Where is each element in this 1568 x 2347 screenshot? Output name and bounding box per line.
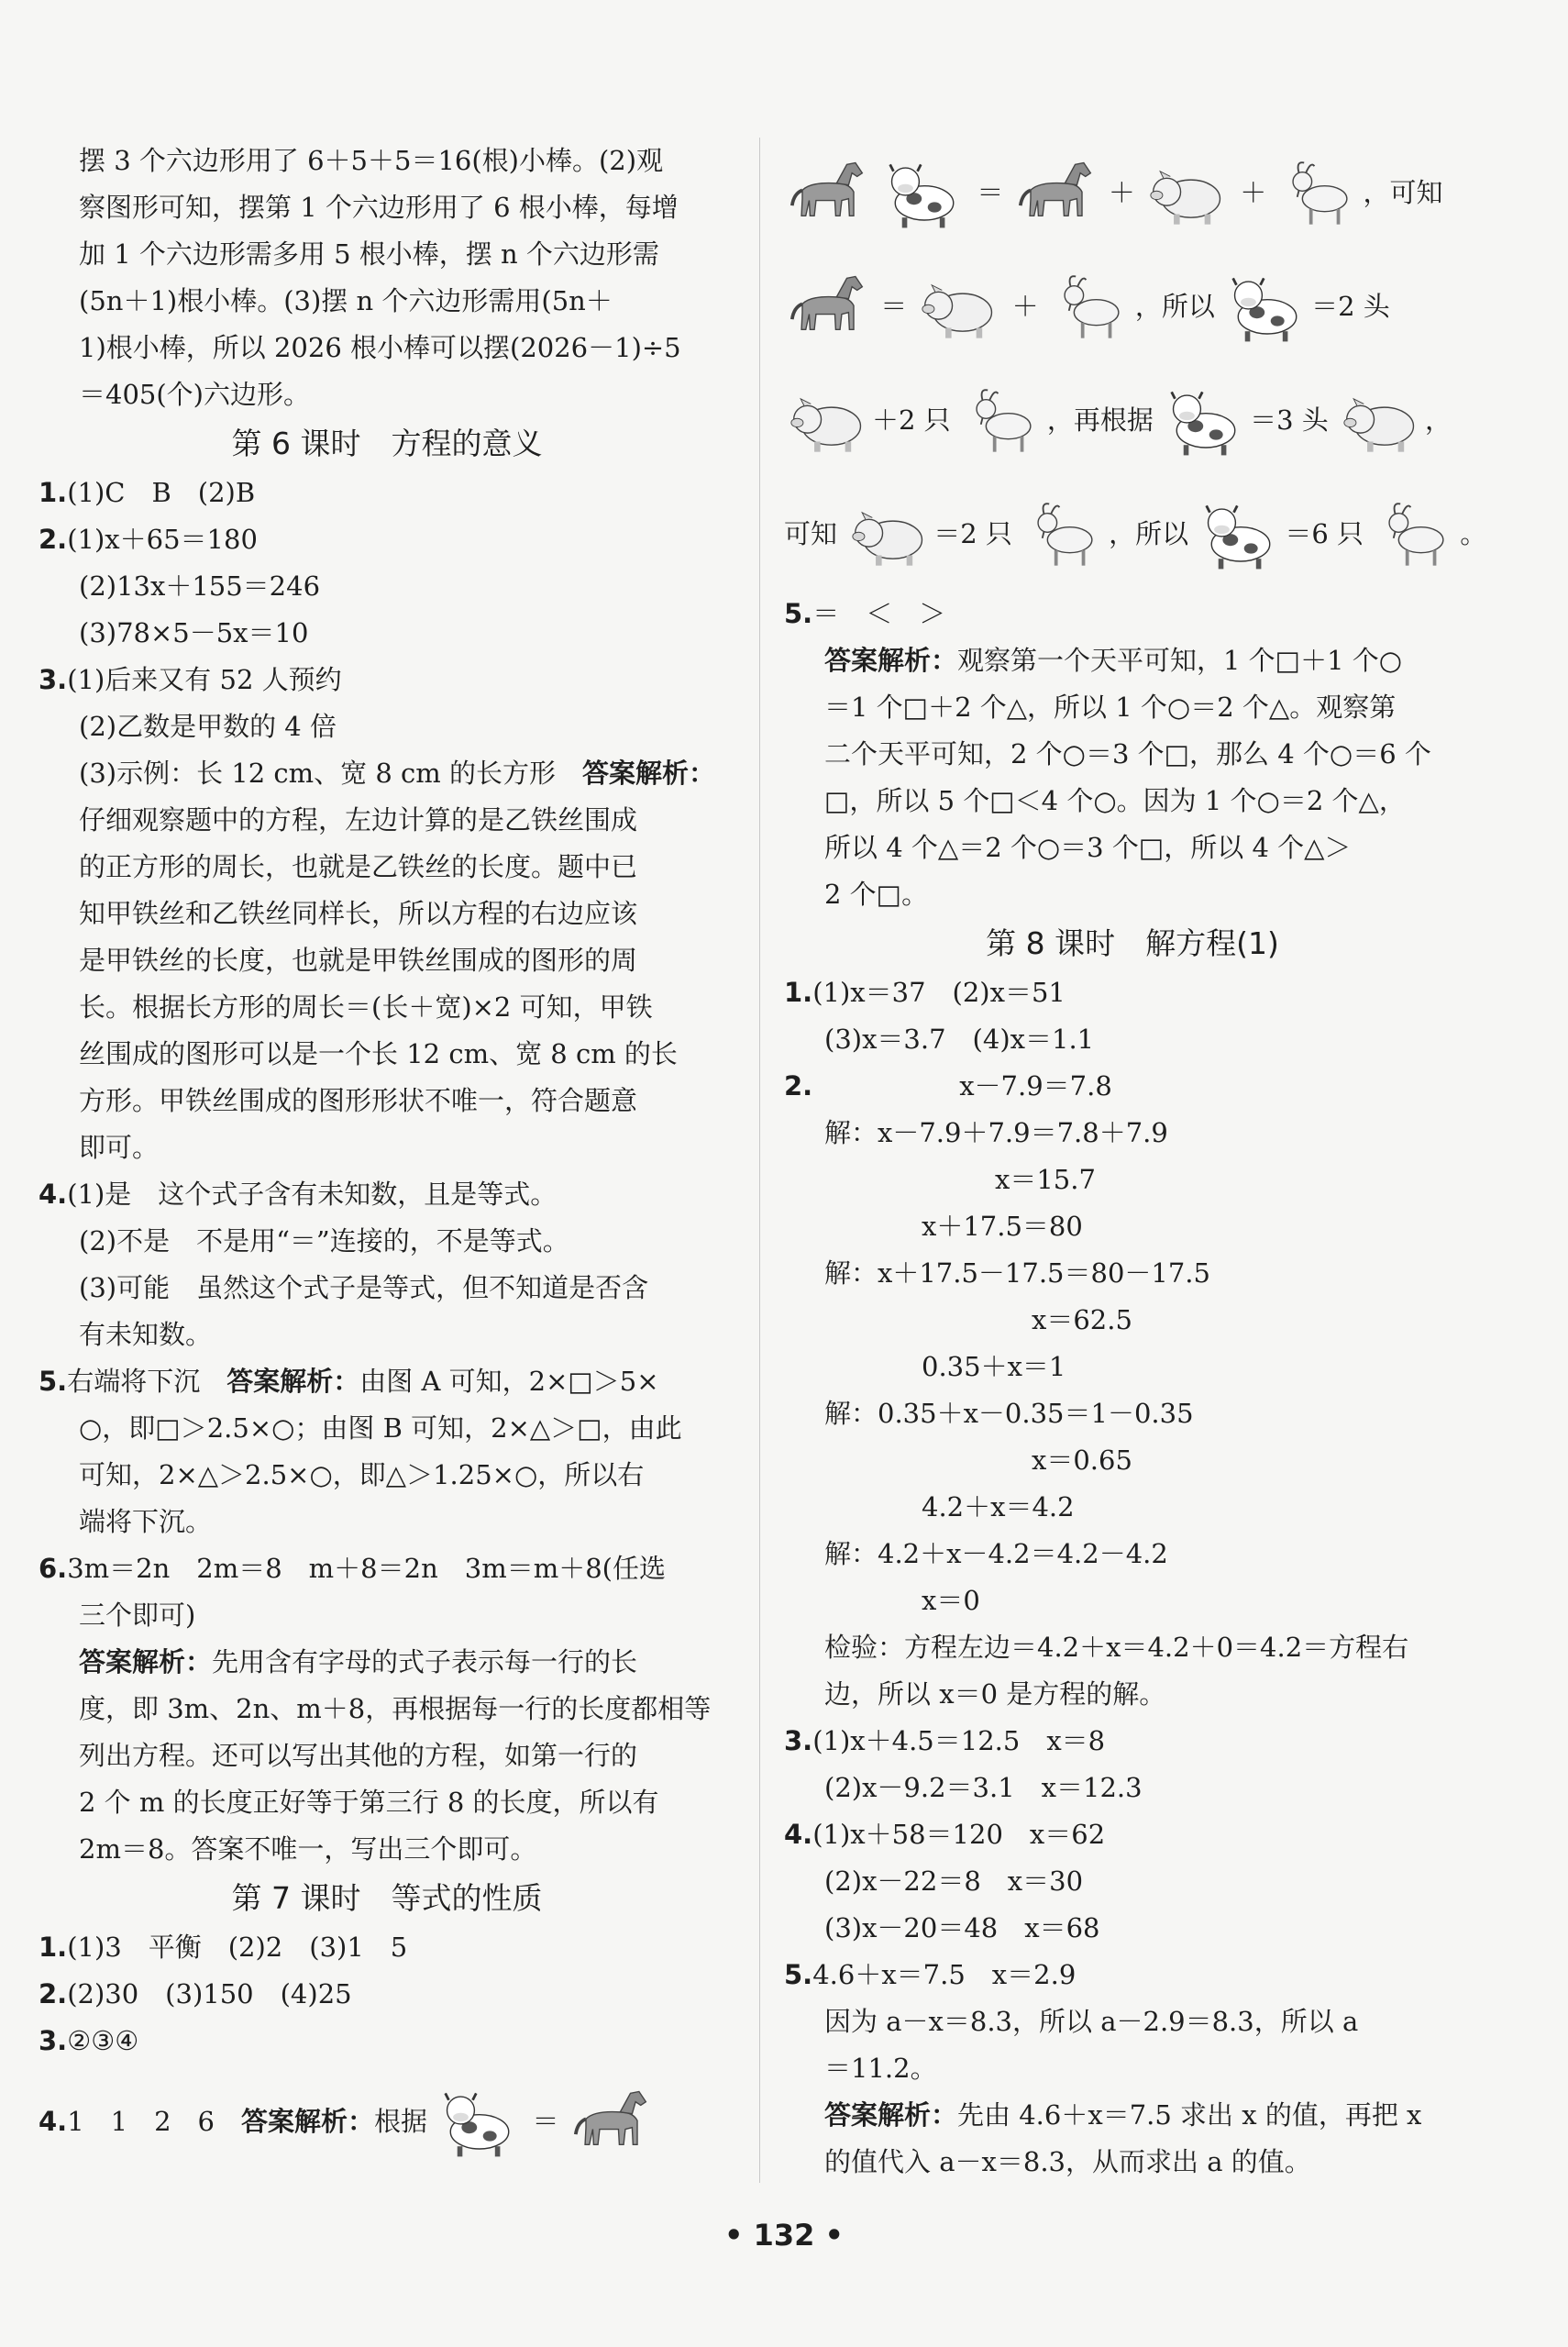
answer-text: 右端将下沉 — [67, 1366, 227, 1397]
check-line: 边，所以 x＝0 是方程的解。 — [824, 1678, 1166, 1710]
analysis-line: ＝1 个□＋2 个△，所以 1 个○＝2 个△。观察第 — [824, 692, 1397, 723]
solution-step: 解：x－7.9＋7.9＝7.8＋7.9 — [824, 1117, 1168, 1148]
analysis-line: 度，即 3m、2n、m＋8，再根据每一行的长度都相等 — [79, 1693, 712, 1724]
question-2 — [39, 516, 735, 563]
answer-text: (1)x＋65＝180 — [67, 524, 258, 555]
question-number: 3. — [39, 664, 68, 695]
goat-icon — [1275, 156, 1364, 233]
equation: x－7.9＝7.8 — [959, 1070, 1112, 1102]
analysis-label: 答案解析： — [824, 645, 958, 676]
horse-icon — [784, 270, 872, 347]
animal-text: ， — [1425, 404, 1452, 436]
analysis-line: 二个天平可知，2 个○＝3 个□，那么 4 个○＝6 个 — [824, 738, 1431, 769]
analysis-line — [784, 637, 1481, 684]
animal-text: ＝3 头 — [1250, 404, 1329, 436]
intro-line: 1)根小棒，所以 2026 根小棒可以摆(2026－1)÷5 — [79, 332, 681, 363]
animal-equation-1: ＝ ＋ ＋ ，可知 — [784, 136, 1481, 249]
question-number: 3. — [784, 1725, 813, 1756]
analysis-label: 答案解析： — [582, 758, 716, 789]
goat-icon — [1021, 497, 1109, 574]
question-number: 4. — [784, 1819, 813, 1850]
analysis-text: 先由 4.6＋x＝7.5 求出 x 的值，再把 x — [957, 2099, 1422, 2131]
answer-text: (1)x＋4.5＝12.5 x＝8 — [812, 1725, 1106, 1756]
pig-icon — [784, 383, 872, 460]
answer-line: (2)13x＋155＝246 — [79, 570, 321, 602]
cow-icon — [1197, 497, 1285, 574]
answer-text: (1)x＋58＝120 x＝62 — [812, 1819, 1106, 1850]
question-number: 2. — [39, 524, 68, 555]
analysis-line: 仔细观察题中的方程，左边计算的是乙铁丝围成 — [79, 804, 638, 836]
analysis-line: 知甲铁丝和乙铁丝同样长，所以方程的右边应该 — [79, 898, 638, 929]
answer-line: ＝11.2。 — [824, 2053, 937, 2084]
analysis-line: ○，即□＞2.5×○；由图 B 可知，2×△＞□，由此 — [79, 1412, 682, 1444]
analysis-line: 的正方形的周长，也就是乙铁丝的长度。题中已 — [79, 851, 638, 882]
solution-result: x＝62.5 — [1032, 1304, 1132, 1335]
analysis-label: 答案解析： — [241, 2106, 375, 2137]
cow-icon — [880, 156, 968, 233]
analysis-text: 观察第一个天平可知，1 个□＋1 个○ — [957, 645, 1403, 676]
analysis-text: 根据 — [374, 2106, 428, 2137]
animal-text: ，所以 — [1134, 291, 1215, 322]
answer-line: 三个即可) — [79, 1600, 196, 1631]
analysis-line: 方形。甲铁丝围成的图形形状不唯一，符合题意 — [79, 1085, 638, 1116]
question-number: 1. — [39, 477, 68, 508]
question-4: 4.1 1 2 6 答案解析：根据 ＝ — [39, 2065, 735, 2178]
animal-equation-2: ＝ ＋ ，所以 ＝2 头 — [784, 249, 1481, 363]
question-number: 5. — [784, 1959, 813, 1990]
question-number: 2. — [784, 1070, 813, 1102]
question-number: 1. — [784, 977, 813, 1008]
question-number: 2. — [39, 1978, 68, 2009]
question-number: 6. — [39, 1553, 68, 1584]
question-2 — [39, 1971, 735, 2018]
lesson-6-heading: 第 6 课时 方程的意义 — [231, 426, 543, 461]
intro-line: 摆 3 个六边形用了 6＋5＋5＝16(根)小棒。(2)观 — [79, 145, 664, 176]
answer-line: (2)x－22＝8 x＝30 — [824, 1865, 1084, 1897]
question-3 — [784, 1718, 1481, 1765]
analysis-line: 列出方程。还可以写出其他的方程，如第一行的 — [79, 1740, 638, 1771]
answer-text: 4.6＋x＝7.5 x＝2.9 — [812, 1959, 1077, 1990]
solution-result: x＝0.65 — [1032, 1445, 1132, 1476]
equation: 4.2＋x＝4.2 — [922, 1491, 1075, 1522]
question-number: 4. — [39, 2106, 68, 2137]
answer-text: (2)30 (3)150 (4)25 — [67, 1978, 352, 2009]
analysis-line: 即可。 — [79, 1132, 160, 1163]
answer-text: (1)C B (2)B — [67, 477, 256, 508]
intro-line: (5n＋1)根小棒。(3)摆 n 个六边形需用(5n＋ — [79, 285, 613, 316]
right-column — [784, 136, 1487, 2186]
answer-line: (2)x－9.2＝3.1 x＝12.3 — [824, 1772, 1143, 1803]
equation: x＋17.5＝80 — [922, 1211, 1083, 1242]
equation: 0.35＋x＝1 — [922, 1351, 1066, 1382]
analysis-line: 丝围成的图形可以是一个长 12 cm、宽 8 cm 的长 — [79, 1038, 678, 1069]
question-6 — [39, 1545, 735, 1592]
column-divider — [759, 138, 760, 2183]
animal-text: 可知 — [784, 518, 838, 549]
intro-line: ＝405(个)六边形。 — [79, 379, 310, 410]
animal-text: ，所以 — [1109, 518, 1189, 549]
answer-line: (2)乙数是甲数的 4 倍 — [79, 711, 337, 742]
answer-text: (1)x＝37 (2)x＝51 — [812, 977, 1066, 1008]
cow-icon — [1162, 383, 1250, 460]
animal-text: ＝2 头 — [1311, 291, 1390, 322]
animal-equation-3 — [784, 363, 1481, 477]
pig-icon — [1337, 383, 1425, 460]
answer-line: (3)x－20＝48 x＝68 — [824, 1912, 1100, 1943]
answer-text: (1)后来又有 52 人预约 — [67, 664, 342, 695]
analysis-label: 答案解析： — [79, 1646, 213, 1677]
question-number: 4. — [39, 1179, 68, 1210]
solution-step: 解：4.2＋x－4.2＝4.2－4.2 — [824, 1538, 1168, 1569]
question-5 — [39, 1358, 735, 1405]
answer-text: 1 1 2 6 — [67, 2106, 242, 2137]
animal-text: ＝2 只 — [933, 518, 1012, 549]
solution-step: 解：0.35＋x－0.35＝1－0.35 — [824, 1398, 1194, 1429]
left-column — [39, 138, 735, 2178]
goat-icon — [1047, 270, 1135, 347]
answer-line: 因为 a－x＝8.3，所以 a－2.9＝8.3，所以 a — [824, 2006, 1359, 2037]
cow-icon — [1223, 270, 1311, 347]
solution-result: x＝15.7 — [995, 1164, 1096, 1195]
pig-icon — [845, 497, 933, 574]
lesson-7-heading: 第 7 课时 等式的性质 — [231, 1880, 543, 1916]
analysis-line: □，所以 5 个□＜4 个○。因为 1 个○＝2 个△， — [824, 785, 1406, 816]
horse-icon — [784, 156, 872, 233]
horse-icon — [1012, 156, 1100, 233]
answer-text: (3)示例：长 12 cm、宽 8 cm 的长方形 — [79, 758, 583, 789]
question-1 — [39, 470, 735, 516]
analysis-line: 的值代入 a－x＝8.3，从而求出 a 的值。 — [824, 2146, 1311, 2177]
animal-equation-4 — [784, 477, 1487, 591]
analysis-line: 是甲铁丝的长度，也就是甲铁丝围成的图形的周 — [79, 945, 638, 976]
question-3 — [39, 657, 735, 703]
solution-result: x＝0 — [922, 1585, 980, 1616]
answer-line: (3)可能 虽然这个式子是等式，但不知道是否含 — [79, 1272, 649, 1303]
analysis-line: 长。根据长方形的周长＝(长＋宽)×2 可知，甲铁 — [79, 991, 653, 1023]
analysis-line — [39, 1639, 735, 1686]
answer-text: (1)3 平衡 (2)2 (3)1 5 — [67, 1932, 408, 1963]
animal-text: ＝6 只 — [1285, 518, 1364, 549]
analysis-text: 先用含有字母的式子表示每一行的长 — [212, 1646, 638, 1677]
answer-line: (3)78×5－5x＝10 — [79, 617, 309, 648]
pig-icon — [915, 270, 1003, 347]
answer-text: ②③④ — [67, 2025, 139, 2056]
goat-icon — [1372, 497, 1460, 574]
question-1 — [39, 1924, 735, 1971]
answer-line: 有未知数。 — [79, 1319, 213, 1350]
question-5 — [784, 591, 1481, 637]
question-number: 5. — [39, 1366, 68, 1397]
question-number: 5. — [784, 598, 813, 629]
analysis-text: 由图 A 可知，2×□＞5× — [359, 1366, 659, 1397]
animal-text: ＋2 只 — [872, 404, 951, 436]
answer-text: ＝ ＜ ＞ — [812, 598, 946, 629]
question-5 — [784, 1952, 1481, 1998]
question-4 — [39, 1171, 735, 1218]
analysis-line: 2m＝8。答案不唯一，写出三个即可。 — [79, 1833, 537, 1865]
pig-icon — [1143, 156, 1231, 233]
solution-step: 解：x＋17.5－17.5＝80－17.5 — [824, 1257, 1210, 1289]
goat-icon — [959, 383, 1047, 460]
animal-text: ，再根据 — [1046, 404, 1154, 436]
analysis-label: 答案解析： — [824, 2099, 958, 2131]
analysis-line: 2 个 m 的长度正好等于第三行 8 的长度，所以有 — [79, 1787, 659, 1818]
analysis-line: 2 个□。 — [824, 879, 929, 910]
page-number: • 132 • — [724, 2218, 844, 2253]
lesson-8-heading: 第 8 课时 解方程(1) — [986, 925, 1279, 961]
analysis-label: 答案解析： — [226, 1366, 360, 1397]
animal-text: ，可知 — [1363, 177, 1443, 208]
intro-line: 察图形可知，摆第 1 个六边形用了 6 根小棒，每增 — [79, 192, 679, 223]
horse-icon — [568, 2085, 656, 2162]
answer-text: (1)是 这个式子含有未知数，且是等式。 — [67, 1179, 558, 1210]
check-line: 检验：方程左边＝4.2＋x＝4.2＋0＝4.2＝方程右 — [824, 1632, 1409, 1663]
analysis-line: 端将下沉。 — [79, 1506, 213, 1537]
analysis-line: 所以 4 个△＝2 个○＝3 个□，所以 4 个△＞ — [824, 832, 1352, 863]
intro-line: 加 1 个六边形需多用 5 根小棒，摆 n 个六边形需 — [79, 238, 659, 270]
answer-line: (3)x＝3.7 (4)x＝1.1 — [824, 1024, 1095, 1055]
question-4 — [784, 1811, 1481, 1858]
question-3 — [39, 2018, 735, 2065]
analysis-line: 可知，2×△＞2.5×○，即△＞1.25×○，所以右 — [79, 1459, 645, 1490]
animal-text: 。 — [1460, 518, 1487, 549]
question-number: 1. — [39, 1932, 68, 1963]
answer-line: (2)不是 不是用“＝”连接的，不是等式。 — [79, 1225, 569, 1257]
question-1 — [784, 969, 1481, 1016]
answer-text: 3m＝2n 2m＝8 m＋8＝2n 3m＝m＋8(任选 — [67, 1553, 666, 1584]
analysis-line — [784, 2092, 1481, 2139]
cow-icon — [436, 2085, 524, 2162]
question-2 — [784, 1063, 1481, 1110]
question-number: 3. — [39, 2025, 68, 2056]
answer-line — [39, 750, 735, 797]
